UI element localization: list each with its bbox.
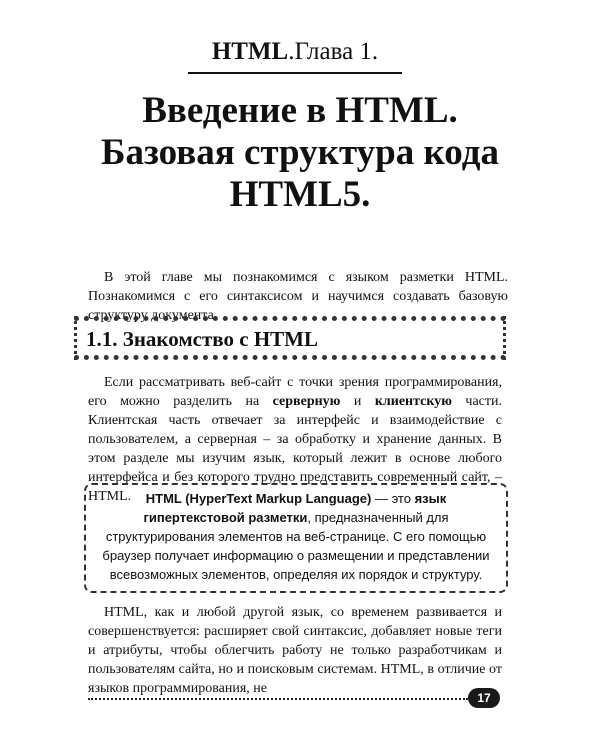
chapter-underline [188, 72, 402, 74]
page-title [60, 90, 540, 216]
footer-dotted-rule [88, 698, 468, 700]
chapter-label-bold: HTML [211, 38, 289, 65]
body-paragraph-2: HTML, как и любой другой язык, со временем развивается и совершенствуется: расширяет свой синтаксис, добавляет новые теги и атрибуты, чтобы облегчить работу не только разработчикам и пользователям сайта, но и поисковым системам. HTML, в отличие от языков программирования, не [88, 605, 502, 696]
title-line-3: HTML5. [229, 174, 371, 215]
para1-text-b: и [340, 394, 375, 409]
definition-rest: , предназначенный для структурирования элементов на веб-странице. С его помощью браузер получает информацию о размещении и представлении всевозможных элементов, определяя их порядок и структуру. [102, 510, 490, 582]
intro-paragraph: В этой главе мы познакомимся с языком разметки HTML. Познакомимся с его синтаксисом и научимся создавать базовую структуру документа. [88, 270, 508, 323]
definition-dash: — это [371, 491, 415, 506]
definition-text [96, 489, 496, 584]
definition-bold-phrase: язык гипертекстовой разметки [143, 491, 447, 525]
page-number-badge: 17 [468, 688, 500, 708]
para1-text-a: Если рассматривать веб-сайт с точки зрения программирования, его можно разделить на [88, 375, 502, 409]
para1-bold-client: клиентскую [374, 394, 452, 409]
chapter-label [188, 34, 402, 72]
para1-bold-server: серверную [272, 394, 341, 409]
chapter-label-rest: .Глава 1. [288, 38, 379, 65]
para1-text-c: части. Клиентская часть отвечает за интерфейс и взаимодействие с пользователем, а серверная – за обработку и хранение данных. В этом разделе мы изучим язык, который лежит в основе любого интерфейса и без которого трудно представить современный сайт, – HTML. [88, 394, 502, 504]
title-line-1: Введение в HTML. [142, 90, 458, 131]
definition-term: HTML (HyperText Markup Language) [145, 491, 372, 506]
title-line-2: Базовая структура кода [101, 132, 499, 173]
section-heading: 1.1. Знакомство с HTML [86, 327, 318, 351]
